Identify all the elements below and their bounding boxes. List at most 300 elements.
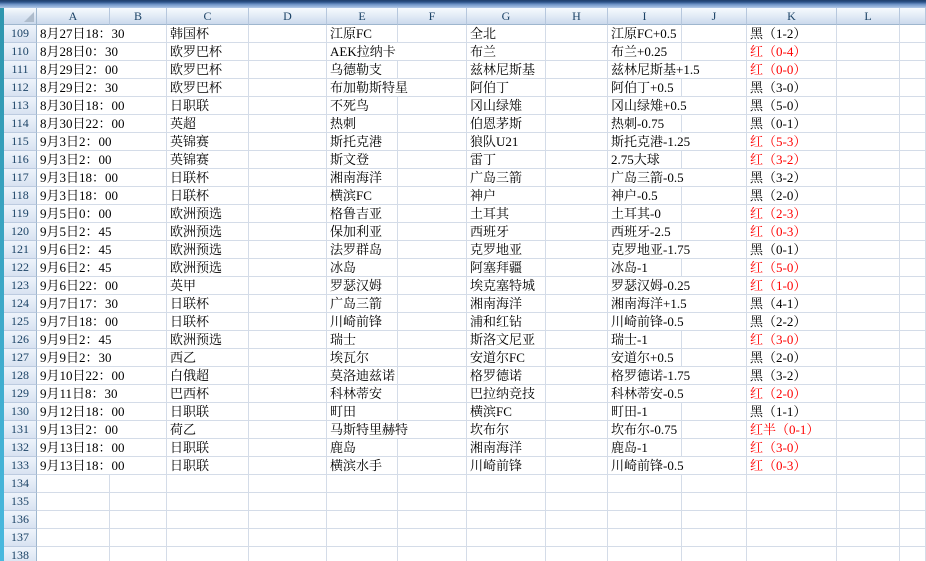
row-header-135[interactable]: 135: [4, 493, 37, 511]
cell-C135[interactable]: [167, 493, 249, 511]
cell-J119[interactable]: [682, 205, 747, 223]
cell-L114[interactable]: [837, 115, 900, 133]
column-header-L[interactable]: L: [837, 8, 900, 25]
cell-partial-127[interactable]: [900, 349, 926, 367]
row-header-132[interactable]: 132: [4, 439, 37, 457]
cell-D116[interactable]: [249, 151, 327, 169]
cell-H117[interactable]: [546, 169, 608, 187]
cell-A138[interactable]: [37, 547, 110, 561]
cell-D135[interactable]: [249, 493, 327, 511]
cell-L133[interactable]: [837, 457, 900, 475]
cell-K114[interactable]: [747, 115, 837, 133]
cell-K130[interactable]: [747, 403, 837, 421]
cell-H132[interactable]: [546, 439, 608, 457]
cell-E135[interactable]: [327, 493, 398, 511]
cell-L124[interactable]: [837, 295, 900, 313]
cell-L118[interactable]: [837, 187, 900, 205]
cell-partial-124[interactable]: [900, 295, 926, 313]
cell-G135[interactable]: [467, 493, 546, 511]
cell-L116[interactable]: [837, 151, 900, 169]
column-header-C[interactable]: C: [167, 8, 249, 25]
cell-K120[interactable]: [747, 223, 837, 241]
cell-C115[interactable]: [167, 133, 249, 151]
cell-E124[interactable]: [327, 295, 398, 313]
cell-G128[interactable]: [467, 367, 546, 385]
cell-D138[interactable]: [249, 547, 327, 561]
cell-K131[interactable]: [747, 421, 837, 439]
cell-E122[interactable]: [327, 259, 398, 277]
select-all-corner[interactable]: [4, 8, 37, 25]
cell-J134[interactable]: [682, 475, 747, 493]
cell-E116[interactable]: [327, 151, 398, 169]
cell-partial-135[interactable]: [900, 493, 926, 511]
cell-I126[interactable]: [608, 331, 682, 349]
cell-I131[interactable]: [608, 421, 682, 439]
row-header-115[interactable]: 115: [4, 133, 37, 151]
cell-D119[interactable]: [249, 205, 327, 223]
cell-G131[interactable]: [467, 421, 546, 439]
cell-L117[interactable]: [837, 169, 900, 187]
row-header-122[interactable]: 122: [4, 259, 37, 277]
cell-D114[interactable]: [249, 115, 327, 133]
cell-partial-111[interactable]: [900, 61, 926, 79]
row-header-126[interactable]: 126: [4, 331, 37, 349]
cell-F136[interactable]: [398, 511, 467, 529]
cell-K127[interactable]: [747, 349, 837, 367]
cell-K126[interactable]: [747, 331, 837, 349]
cell-H135[interactable]: [546, 493, 608, 511]
cell-C111[interactable]: [167, 61, 249, 79]
cell-A119[interactable]: [37, 205, 110, 223]
cell-L125[interactable]: [837, 313, 900, 331]
cell-E129[interactable]: [327, 385, 398, 403]
cell-H118[interactable]: [546, 187, 608, 205]
cell-H121[interactable]: [546, 241, 608, 259]
cell-H133[interactable]: [546, 457, 608, 475]
column-header-K[interactable]: K: [747, 8, 837, 25]
cell-A118[interactable]: [37, 187, 119, 205]
cell-G126[interactable]: [467, 331, 546, 349]
cell-E111[interactable]: [327, 61, 398, 79]
cell-E120[interactable]: [327, 223, 398, 241]
cell-B136[interactable]: [110, 511, 167, 529]
cell-L138[interactable]: [837, 547, 900, 561]
row-header-119[interactable]: 119: [4, 205, 37, 223]
cell-J120[interactable]: [682, 223, 747, 241]
cell-H128[interactable]: [546, 367, 608, 385]
cell-I119[interactable]: [608, 205, 682, 223]
cell-H120[interactable]: [546, 223, 608, 241]
cell-C117[interactable]: [167, 169, 249, 187]
cell-L129[interactable]: [837, 385, 900, 403]
cell-J133[interactable]: [682, 457, 747, 475]
cell-H137[interactable]: [546, 529, 608, 547]
cell-partial-119[interactable]: [900, 205, 926, 223]
cell-C121[interactable]: [167, 241, 249, 259]
cell-E136[interactable]: [327, 511, 398, 529]
cell-D109[interactable]: [249, 25, 327, 43]
cell-partial-113[interactable]: [900, 97, 926, 115]
row-header-117[interactable]: 117: [4, 169, 37, 187]
row-header-130[interactable]: 130: [4, 403, 37, 421]
cell-A112[interactable]: [37, 79, 119, 97]
cell-K112[interactable]: [747, 79, 837, 97]
cell-D132[interactable]: [249, 439, 327, 457]
cell-G125[interactable]: [467, 313, 546, 331]
cell-partial-110[interactable]: [900, 43, 926, 61]
cell-I110[interactable]: [608, 43, 682, 61]
cell-C119[interactable]: [167, 205, 249, 223]
cell-B138[interactable]: [110, 547, 167, 561]
cell-partial-138[interactable]: [900, 547, 926, 561]
cell-A111[interactable]: [37, 61, 119, 79]
cell-C136[interactable]: [167, 511, 249, 529]
row-header-133[interactable]: 133: [4, 457, 37, 475]
cell-A113[interactable]: [37, 97, 125, 115]
row-header-124[interactable]: 124: [4, 295, 37, 313]
cell-B121[interactable]: [110, 241, 167, 259]
cell-K113[interactable]: [747, 97, 837, 115]
cell-G115[interactable]: [467, 133, 546, 151]
cell-H131[interactable]: [546, 421, 608, 439]
cell-L130[interactable]: [837, 403, 900, 421]
cell-I120[interactable]: [608, 223, 682, 241]
cell-H115[interactable]: [546, 133, 608, 151]
cell-E115[interactable]: [327, 133, 398, 151]
cell-L131[interactable]: [837, 421, 900, 439]
cell-F117[interactable]: [398, 169, 467, 187]
cell-partial-134[interactable]: [900, 475, 926, 493]
cell-J132[interactable]: [682, 439, 747, 457]
cell-I112[interactable]: [608, 79, 682, 97]
cell-K124[interactable]: [747, 295, 837, 313]
cell-partial-122[interactable]: [900, 259, 926, 277]
cell-partial-112[interactable]: [900, 79, 926, 97]
cell-E134[interactable]: [327, 475, 398, 493]
cell-A131[interactable]: [37, 421, 119, 439]
cell-I116[interactable]: [608, 151, 682, 169]
cell-B115[interactable]: [110, 133, 167, 151]
cell-I117[interactable]: [608, 169, 682, 187]
cell-K109[interactable]: [747, 25, 837, 43]
cell-I111[interactable]: [608, 61, 700, 79]
cell-L126[interactable]: [837, 331, 900, 349]
column-header-F[interactable]: F: [398, 8, 467, 25]
cell-C133[interactable]: [167, 457, 249, 475]
cell-partial-137[interactable]: [900, 529, 926, 547]
cell-L119[interactable]: [837, 205, 900, 223]
cell-H109[interactable]: [546, 25, 608, 43]
cell-G116[interactable]: [467, 151, 546, 169]
cell-H123[interactable]: [546, 277, 608, 295]
cell-F133[interactable]: [398, 457, 467, 475]
cell-A121[interactable]: [37, 241, 110, 259]
cell-C113[interactable]: [167, 97, 249, 115]
cell-K123[interactable]: [747, 277, 837, 295]
cell-I115[interactable]: [608, 133, 691, 151]
cell-E114[interactable]: [327, 115, 398, 133]
cell-partial-114[interactable]: [900, 115, 926, 133]
row-header-116[interactable]: 116: [4, 151, 37, 169]
cell-I133[interactable]: [608, 457, 682, 475]
cell-G109[interactable]: [467, 25, 546, 43]
cell-D111[interactable]: [249, 61, 327, 79]
row-header-118[interactable]: 118: [4, 187, 37, 205]
cell-partial-126[interactable]: [900, 331, 926, 349]
cell-K118[interactable]: [747, 187, 837, 205]
cell-I135[interactable]: [608, 493, 682, 511]
cell-D124[interactable]: [249, 295, 327, 313]
cell-I123[interactable]: [608, 277, 691, 295]
cell-E119[interactable]: [327, 205, 398, 223]
cell-K115[interactable]: [747, 133, 837, 151]
cell-A135[interactable]: [37, 493, 110, 511]
cell-K128[interactable]: [747, 367, 837, 385]
cell-K122[interactable]: [747, 259, 837, 277]
cell-F130[interactable]: [398, 403, 467, 421]
cell-F137[interactable]: [398, 529, 467, 547]
cell-partial-131[interactable]: [900, 421, 926, 439]
column-header-B[interactable]: B: [110, 8, 167, 25]
cell-J137[interactable]: [682, 529, 747, 547]
column-header-A[interactable]: A: [37, 8, 110, 25]
cell-A116[interactable]: [37, 151, 110, 169]
cell-H126[interactable]: [546, 331, 608, 349]
cell-partial-116[interactable]: [900, 151, 926, 169]
cell-H124[interactable]: [546, 295, 608, 313]
cell-E126[interactable]: [327, 331, 398, 349]
row-header-131[interactable]: 131: [4, 421, 37, 439]
cell-I109[interactable]: [608, 25, 682, 43]
cell-F129[interactable]: [398, 385, 467, 403]
cell-G124[interactable]: [467, 295, 546, 313]
cell-G123[interactable]: [467, 277, 546, 295]
row-header-125[interactable]: 125: [4, 313, 37, 331]
cell-F109[interactable]: [398, 25, 467, 43]
cell-K133[interactable]: [747, 457, 837, 475]
cell-L113[interactable]: [837, 97, 900, 115]
cell-H114[interactable]: [546, 115, 608, 133]
cell-G113[interactable]: [467, 97, 546, 115]
cell-F120[interactable]: [398, 223, 467, 241]
cell-D126[interactable]: [249, 331, 327, 349]
cell-J117[interactable]: [682, 169, 747, 187]
cell-L121[interactable]: [837, 241, 900, 259]
cell-B122[interactable]: [110, 259, 167, 277]
row-header-136[interactable]: 136: [4, 511, 37, 529]
cell-L123[interactable]: [837, 277, 900, 295]
cell-K137[interactable]: [747, 529, 837, 547]
cell-A133[interactable]: [37, 457, 125, 475]
cell-G117[interactable]: [467, 169, 546, 187]
cell-D118[interactable]: [249, 187, 327, 205]
cell-J114[interactable]: [682, 115, 747, 133]
cell-J129[interactable]: [682, 385, 747, 403]
cell-A129[interactable]: [37, 385, 118, 403]
cell-A123[interactable]: [37, 277, 119, 295]
cell-C125[interactable]: [167, 313, 249, 331]
cell-D136[interactable]: [249, 511, 327, 529]
row-header-114[interactable]: 114: [4, 115, 37, 133]
cell-C127[interactable]: [167, 349, 249, 367]
cell-E112[interactable]: [327, 79, 409, 97]
cell-E130[interactable]: [327, 403, 398, 421]
cell-partial-117[interactable]: [900, 169, 926, 187]
cell-F111[interactable]: [398, 61, 467, 79]
cell-partial-115[interactable]: [900, 133, 926, 151]
cell-E133[interactable]: [327, 457, 398, 475]
cell-E121[interactable]: [327, 241, 398, 259]
row-header-111[interactable]: 111: [4, 61, 37, 79]
cell-C122[interactable]: [167, 259, 249, 277]
row-header-134[interactable]: 134: [4, 475, 37, 493]
cell-A132[interactable]: [37, 439, 125, 457]
cell-A114[interactable]: [37, 115, 125, 133]
cell-J135[interactable]: [682, 493, 747, 511]
cell-J131[interactable]: [682, 421, 747, 439]
cell-partial-128[interactable]: [900, 367, 926, 385]
cell-K134[interactable]: [747, 475, 837, 493]
cell-I137[interactable]: [608, 529, 682, 547]
cell-I121[interactable]: [608, 241, 691, 259]
cell-C118[interactable]: [167, 187, 249, 205]
cell-I134[interactable]: [608, 475, 682, 493]
cell-C130[interactable]: [167, 403, 249, 421]
cell-C116[interactable]: [167, 151, 249, 169]
cell-H136[interactable]: [546, 511, 608, 529]
cell-A115[interactable]: [37, 133, 110, 151]
row-header-128[interactable]: 128: [4, 367, 37, 385]
cell-H125[interactable]: [546, 313, 608, 331]
cell-F110[interactable]: [398, 43, 467, 61]
cell-J130[interactable]: [682, 403, 747, 421]
cell-I118[interactable]: [608, 187, 682, 205]
cell-C132[interactable]: [167, 439, 249, 457]
cell-F118[interactable]: [398, 187, 467, 205]
cell-K110[interactable]: [747, 43, 837, 61]
cell-D110[interactable]: [249, 43, 327, 61]
cell-A126[interactable]: [37, 331, 110, 349]
cell-J110[interactable]: [682, 43, 747, 61]
cell-C138[interactable]: [167, 547, 249, 561]
cell-D112[interactable]: [249, 79, 327, 97]
cell-H127[interactable]: [546, 349, 608, 367]
cell-F132[interactable]: [398, 439, 467, 457]
cell-F135[interactable]: [398, 493, 467, 511]
cell-G118[interactable]: [467, 187, 546, 205]
cell-J124[interactable]: [682, 295, 747, 313]
cell-J125[interactable]: [682, 313, 747, 331]
cell-G130[interactable]: [467, 403, 546, 421]
row-header-113[interactable]: 113: [4, 97, 37, 115]
cell-A110[interactable]: [37, 43, 119, 61]
cell-L112[interactable]: [837, 79, 900, 97]
cell-D120[interactable]: [249, 223, 327, 241]
cell-G111[interactable]: [467, 61, 546, 79]
cell-A109[interactable]: [37, 25, 125, 43]
cell-L136[interactable]: [837, 511, 900, 529]
column-header-H[interactable]: H: [546, 8, 608, 25]
cell-L135[interactable]: [837, 493, 900, 511]
cell-G114[interactable]: [467, 115, 546, 133]
cell-H119[interactable]: [546, 205, 608, 223]
cell-G133[interactable]: [467, 457, 546, 475]
cell-G120[interactable]: [467, 223, 546, 241]
cell-D123[interactable]: [249, 277, 327, 295]
cell-F123[interactable]: [398, 277, 467, 295]
column-header-G[interactable]: G: [467, 8, 546, 25]
cell-H113[interactable]: [546, 97, 608, 115]
cell-D127[interactable]: [249, 349, 327, 367]
cell-F128[interactable]: [398, 367, 467, 385]
cell-D131[interactable]: [249, 421, 327, 439]
cell-L115[interactable]: [837, 133, 900, 151]
cell-I124[interactable]: [608, 295, 687, 313]
cell-G134[interactable]: [467, 475, 546, 493]
cell-partial-118[interactable]: [900, 187, 926, 205]
cell-E138[interactable]: [327, 547, 398, 561]
cell-K135[interactable]: [747, 493, 837, 511]
cell-D134[interactable]: [249, 475, 327, 493]
cell-F125[interactable]: [398, 313, 467, 331]
cell-F127[interactable]: [398, 349, 467, 367]
cell-F116[interactable]: [398, 151, 467, 169]
cell-F121[interactable]: [398, 241, 467, 259]
cell-A124[interactable]: [37, 295, 119, 313]
cell-I132[interactable]: [608, 439, 682, 457]
cell-D128[interactable]: [249, 367, 327, 385]
cell-I113[interactable]: [608, 97, 687, 115]
cell-K136[interactable]: [747, 511, 837, 529]
cell-A134[interactable]: [37, 475, 110, 493]
cell-partial-130[interactable]: [900, 403, 926, 421]
cell-H134[interactable]: [546, 475, 608, 493]
cell-F115[interactable]: [398, 133, 467, 151]
cell-H130[interactable]: [546, 403, 608, 421]
cell-partial-123[interactable]: [900, 277, 926, 295]
cell-F122[interactable]: [398, 259, 467, 277]
cell-H111[interactable]: [546, 61, 608, 79]
cell-K125[interactable]: [747, 313, 837, 331]
cell-K132[interactable]: [747, 439, 837, 457]
cell-G137[interactable]: [467, 529, 546, 547]
cell-B134[interactable]: [110, 475, 167, 493]
cell-E110[interactable]: [327, 43, 398, 61]
cell-E113[interactable]: [327, 97, 398, 115]
cell-E137[interactable]: [327, 529, 398, 547]
cell-D115[interactable]: [249, 133, 327, 151]
cell-I138[interactable]: [608, 547, 682, 561]
row-header-129[interactable]: 129: [4, 385, 37, 403]
column-header-E[interactable]: E: [327, 8, 398, 25]
cell-A136[interactable]: [37, 511, 110, 529]
cell-D129[interactable]: [249, 385, 327, 403]
cell-L134[interactable]: [837, 475, 900, 493]
cell-partial-129[interactable]: [900, 385, 926, 403]
cell-J113[interactable]: [682, 97, 747, 115]
row-header-121[interactable]: 121: [4, 241, 37, 259]
row-header-120[interactable]: 120: [4, 223, 37, 241]
cell-A122[interactable]: [37, 259, 110, 277]
cell-B137[interactable]: [110, 529, 167, 547]
cell-E118[interactable]: [327, 187, 398, 205]
cell-partial-121[interactable]: [900, 241, 926, 259]
cell-A117[interactable]: [37, 169, 119, 187]
cell-G121[interactable]: [467, 241, 546, 259]
cell-C110[interactable]: [167, 43, 249, 61]
cell-G129[interactable]: [467, 385, 546, 403]
cell-E131[interactable]: [327, 421, 409, 439]
